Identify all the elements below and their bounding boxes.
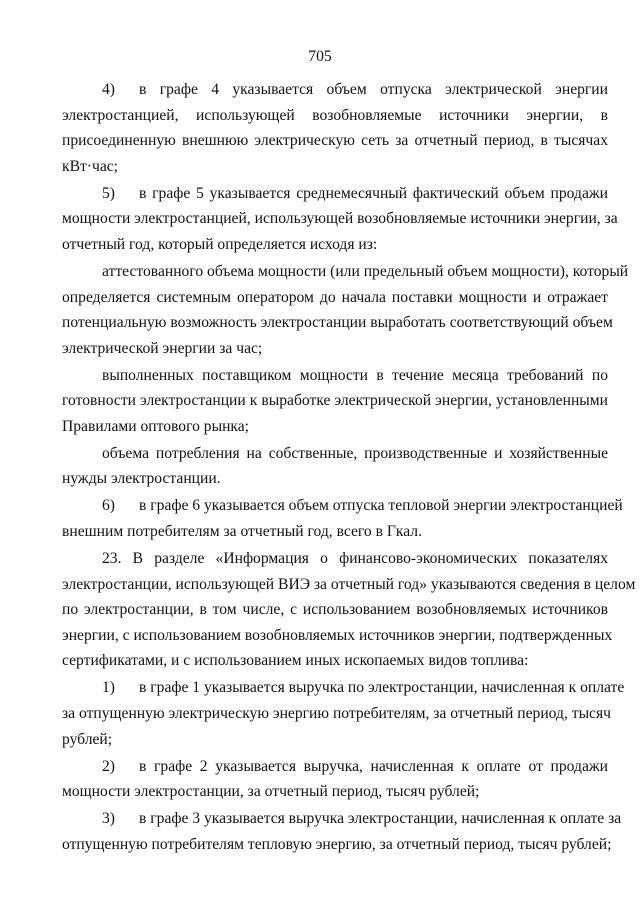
paragraph-line: объема потребления на собственные, производственные и хозяйственные (102, 444, 608, 462)
item-5-line-2: мощности электростанцией, использующей возобновляемые источники энергии, за (62, 210, 618, 228)
section-23-line-1: 23. В разделе «Информация о финансово-экономических показателях (102, 550, 608, 568)
paragraph-line: электрической энергии за час; (62, 339, 263, 357)
item-number: 4) (102, 81, 115, 98)
item-number: 6) (102, 497, 115, 515)
section-23-line-4: энергии, с использованием возобновляемых источников энергии, подтвержденных (62, 626, 613, 644)
item-2-line-1: 2) в графе 2 указывается выручка, начисленная к оплате от продажи (62, 754, 608, 780)
item-number: 2) (102, 757, 115, 775)
page-number: 705 (308, 48, 332, 65)
item-number: 1) (102, 679, 115, 697)
item-4-line-4: кВт·час; (62, 157, 119, 175)
paragraph-line: потенциальную возможность электростанции выработать соответствующий объем (62, 314, 613, 332)
item-1-line-2: за отпущенную электрическую энергию потребителям, за отчетный период, тысяч (62, 704, 611, 722)
paragraph-line: аттестованного объема мощности (или предельный объем мощности), который (102, 262, 629, 280)
item-4-line-3: присоединенную внешнюю электрическую сеть за отчетный период, в тысячах (62, 132, 608, 150)
item-6-line-2: внешним потребителям за отчетный год, всего в Гкал. (62, 523, 422, 541)
item-number: 5) (102, 184, 115, 202)
paragraph-line: нужды электростанции. (62, 470, 221, 488)
item-6-line-1: 6) в графе 6 указывается объем отпуска тепловой энергии электростанцией (62, 493, 608, 519)
item-5-line-1: 5) в графе 5 указывается среднемесячный фактический объем продажи (62, 181, 608, 207)
section-23-line-5: сертификатами, и с использованием иных ископаемых видов топлива: (62, 652, 529, 670)
item-1-line-1: 1) в графе 1 указывается выручка по электростанции, начисленная к оплате (62, 675, 608, 701)
section-23-line-3: по электростанции, в том числе, с использованием возобновляемых источников (62, 601, 608, 619)
paragraph-line: Правилами оптового рынка; (62, 417, 250, 435)
item-3-line-2: отпущенную потребителям тепловую энергию, за отчетный период, тысяч рублей; (62, 835, 612, 853)
item-1-line-3: рублей; (62, 730, 113, 748)
paragraph-line: определяется системным оператором до начала поставки мощности и отражает (62, 288, 608, 306)
item-number: 3) (102, 810, 115, 828)
item-3-line-1: 3) в графе 3 указывается выручка электростанции, начисленная к оплате за (62, 806, 608, 832)
section-23-line-2: электростанции, использующей ВИЭ за отчетный год» указываются сведения в целом (62, 575, 636, 593)
paragraph-line: готовности электростанции к выработке электрической энергии, установленными (62, 392, 608, 410)
item-2-line-2: мощности электростанции, за отчетный период, тысяч рублей; (62, 783, 480, 801)
item-5-line-3: отчетный год, который определяется исходя из: (62, 235, 378, 253)
item-4-line-1: 4) в графе 4 указывается объем отпуска электрической энергии (62, 77, 608, 103)
item-4-line-2: электростанцией, использующей возобновляемые источники энергии, в (62, 106, 608, 124)
paragraph-line: выполненных поставщиком мощности в течение месяца требований по (102, 366, 608, 384)
body-text (62, 77, 636, 857)
